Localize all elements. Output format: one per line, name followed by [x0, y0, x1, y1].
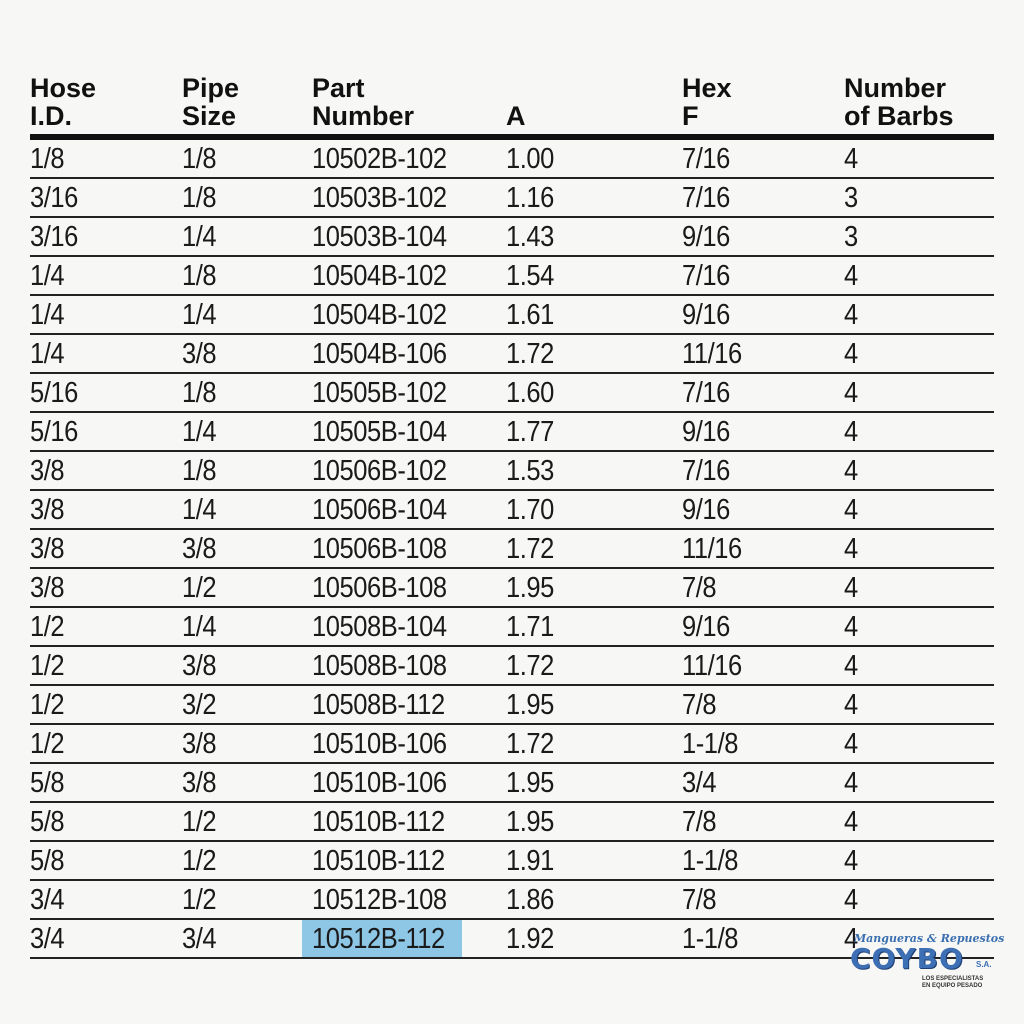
cell-number-of-barbs: 3: [844, 221, 858, 253]
cell-hose-id: 1/4: [30, 299, 65, 331]
cell-a-dimension: 1.95: [506, 689, 554, 721]
cell-a-dimension: 1.16: [506, 182, 554, 214]
header-a-dimension: A: [506, 101, 526, 131]
cell-a-dimension: 1.60: [506, 377, 554, 409]
table-header: [30, 73, 994, 140]
table-row: [30, 218, 994, 257]
cell-part-number: 10506B-102: [312, 455, 447, 487]
cell-number-of-barbs: 4: [844, 416, 858, 448]
cell-a-dimension: 1.72: [506, 650, 554, 682]
cell-pipe-size: 1/4: [182, 299, 217, 331]
cell-a-dimension: 1.53: [506, 455, 554, 487]
cell-hex-f: 3/4: [682, 767, 717, 799]
cell-hose-id: 1/2: [30, 650, 65, 682]
cell-hose-id: 5/16: [30, 377, 78, 409]
cell-part-number: 10510B-106: [312, 767, 447, 799]
cell-a-dimension: 1.54: [506, 260, 554, 292]
cell-a-dimension: 1.95: [506, 806, 554, 838]
cell-number-of-barbs: 4: [844, 884, 858, 916]
cell-a-dimension: 1.95: [506, 767, 554, 799]
cell-pipe-size: 1/8: [182, 182, 217, 214]
cell-part-number: 10503B-104: [312, 221, 447, 253]
cell-part-number: 10506B-108: [312, 572, 447, 604]
cell-hose-id: 5/16: [30, 416, 78, 448]
cell-hex-f: 1-1/8: [682, 845, 738, 877]
table-row: [30, 374, 994, 413]
cell-pipe-size: 3/4: [182, 923, 217, 955]
cell-number-of-barbs: 4: [844, 689, 858, 721]
cell-hex-f: 9/16: [682, 221, 730, 253]
cell-number-of-barbs: 4: [844, 455, 858, 487]
cell-hose-id: 5/8: [30, 767, 65, 799]
cell-pipe-size: 1/4: [182, 494, 217, 526]
cell-number-of-barbs: 4: [844, 143, 858, 175]
cell-a-dimension: 1.70: [506, 494, 554, 526]
cell-pipe-size: 3/8: [182, 728, 217, 760]
cell-pipe-size: 1/2: [182, 572, 217, 604]
cell-number-of-barbs: 4: [844, 845, 858, 877]
cell-part-number: 10506B-104: [312, 494, 447, 526]
cell-pipe-size: 1/2: [182, 884, 217, 916]
cell-pipe-size: 3/8: [182, 338, 217, 370]
cell-hex-f: 7/16: [682, 143, 730, 175]
table-row: [30, 842, 994, 881]
cell-hex-f: 1-1/8: [682, 923, 738, 955]
cell-a-dimension: 1.86: [506, 884, 554, 916]
cell-a-dimension: 1.77: [506, 416, 554, 448]
cell-hex-f: 7/16: [682, 182, 730, 214]
cell-a-dimension: 1.72: [506, 533, 554, 565]
cell-hex-f: 7/8: [682, 572, 717, 604]
table-row: [30, 140, 994, 179]
cell-part-number: 10512B-108: [312, 884, 447, 916]
cell-part-number: 10508B-108: [312, 650, 447, 682]
table-row: [30, 452, 994, 491]
cell-hex-f: 9/16: [682, 416, 730, 448]
header-number-of-barbs: Number of Barbs: [844, 73, 954, 131]
cell-a-dimension: 1.72: [506, 338, 554, 370]
cell-number-of-barbs: 4: [844, 923, 858, 955]
cell-number-of-barbs: 4: [844, 299, 858, 331]
cell-number-of-barbs: 4: [844, 650, 858, 682]
cell-number-of-barbs: 4: [844, 533, 858, 565]
cell-pipe-size: 1/8: [182, 455, 217, 487]
cell-hose-id: 1/2: [30, 689, 65, 721]
cell-part-number: 10505B-104: [312, 416, 447, 448]
table-row: [30, 647, 994, 686]
cell-hex-f: 1-1/8: [682, 728, 738, 760]
cell-a-dimension: 1.91: [506, 845, 554, 877]
cell-a-dimension: 1.61: [506, 299, 554, 331]
cell-hose-id: 1/4: [30, 338, 65, 370]
cell-part-number: 10505B-102: [312, 377, 447, 409]
cell-a-dimension: 1.95: [506, 572, 554, 604]
cell-pipe-size: 1/2: [182, 845, 217, 877]
cell-part-number: 10504B-102: [312, 299, 447, 331]
cell-hex-f: 7/8: [682, 806, 717, 838]
cell-hose-id: 5/8: [30, 806, 65, 838]
cell-pipe-size: 1/8: [182, 143, 217, 175]
cell-hex-f: 11/16: [682, 650, 742, 682]
cell-number-of-barbs: 4: [844, 377, 858, 409]
cell-hose-id: 1/2: [30, 611, 65, 643]
cell-hex-f: 7/16: [682, 260, 730, 292]
cell-part-number: 10504B-106: [312, 338, 447, 370]
cell-part-number: 10506B-108: [312, 533, 447, 565]
cell-hose-id: 1/4: [30, 260, 65, 292]
cell-pipe-size: 1/8: [182, 260, 217, 292]
cell-part-number: 10504B-102: [312, 260, 447, 292]
cell-part-number: 10512B-112: [312, 923, 445, 955]
cell-part-number: 10503B-102: [312, 182, 447, 214]
cell-hex-f: 9/16: [682, 611, 730, 643]
header-pipe-size: Pipe Size: [182, 73, 240, 131]
cell-hose-id: 1/8: [30, 143, 65, 175]
cell-hose-id: 1/2: [30, 728, 65, 760]
cell-hose-id: 3/16: [30, 182, 78, 214]
parts-table: [30, 73, 994, 959]
cell-a-dimension: 1.43: [506, 221, 554, 253]
table-row: [30, 257, 994, 296]
table-row: [30, 530, 994, 569]
table-row: [30, 569, 994, 608]
cell-pipe-size: 1/4: [182, 416, 217, 448]
cell-hex-f: 9/16: [682, 299, 730, 331]
table-row: [30, 686, 994, 725]
cell-number-of-barbs: 4: [844, 260, 858, 292]
cell-hex-f: 7/16: [682, 377, 730, 409]
cell-pipe-size: 1/8: [182, 377, 217, 409]
cell-pipe-size: 1/2: [182, 806, 217, 838]
cell-hex-f: 7/16: [682, 455, 730, 487]
cell-a-dimension: 1.72: [506, 728, 554, 760]
table-row: [30, 803, 994, 842]
cell-number-of-barbs: 4: [844, 728, 858, 760]
table-row: [30, 335, 994, 374]
cell-pipe-size: 1/4: [182, 221, 217, 253]
coybo-logo: [846, 932, 1005, 994]
cell-part-number: 10510B-112: [312, 845, 445, 877]
header-part-number: Part Number: [312, 73, 415, 131]
cell-number-of-barbs: 4: [844, 494, 858, 526]
cell-number-of-barbs: 4: [844, 572, 858, 604]
logo-tagline: Mangueras & Repuestos: [854, 932, 1005, 945]
cell-number-of-barbs: 4: [844, 767, 858, 799]
cell-number-of-barbs: 4: [844, 611, 858, 643]
table-row: [30, 764, 994, 803]
cell-pipe-size: 3/8: [182, 767, 217, 799]
table-row: [30, 179, 994, 218]
cell-hose-id: 3/16: [30, 221, 78, 253]
cell-hex-f: 7/8: [682, 884, 717, 916]
cell-hose-id: 3/4: [30, 923, 65, 955]
cell-hose-id: 3/8: [30, 455, 65, 487]
cell-hose-id: 3/8: [30, 494, 65, 526]
logo-brand: COYBO: [850, 942, 964, 975]
table-row: [30, 881, 994, 920]
cell-hose-id: 3/8: [30, 533, 65, 565]
cell-hose-id: 3/4: [30, 884, 65, 916]
header-hex-f: Hex F: [682, 73, 732, 131]
cell-part-number: 10510B-112: [312, 806, 445, 838]
cell-pipe-size: 3/2: [182, 689, 217, 721]
cell-pipe-size: 1/4: [182, 611, 217, 643]
cell-part-number: 10502B-102: [312, 143, 447, 175]
cell-a-dimension: 1.92: [506, 923, 554, 955]
table-body: [30, 140, 994, 959]
cell-number-of-barbs: 4: [844, 806, 858, 838]
cell-hex-f: 11/16: [682, 338, 742, 370]
cell-pipe-size: 3/8: [182, 533, 217, 565]
cell-hose-id: 3/8: [30, 572, 65, 604]
cell-part-number: 10508B-112: [312, 689, 445, 721]
cell-number-of-barbs: 3: [844, 182, 858, 214]
cell-a-dimension: 1.71: [506, 611, 554, 643]
table-row: [30, 296, 994, 335]
cell-number-of-barbs: 4: [844, 338, 858, 370]
cell-hex-f: 11/16: [682, 533, 742, 565]
table-row: [30, 608, 994, 647]
table-row: [30, 491, 994, 530]
logo-subtitle: LOS ESPECIALISTAS EN EQUIPO PESADO: [922, 976, 984, 989]
header-hose-id: Hose I.D.: [30, 73, 97, 131]
cell-hex-f: 9/16: [682, 494, 730, 526]
logo-suffix: S.A.: [976, 960, 992, 969]
table-row: [30, 725, 994, 764]
cell-hose-id: 5/8: [30, 845, 65, 877]
cell-part-number: 10510B-106: [312, 728, 447, 760]
cell-part-number: 10508B-104: [312, 611, 447, 643]
cell-a-dimension: 1.00: [506, 143, 554, 175]
table-row: [30, 413, 994, 452]
cell-pipe-size: 3/8: [182, 650, 217, 682]
cell-hex-f: 7/8: [682, 689, 717, 721]
